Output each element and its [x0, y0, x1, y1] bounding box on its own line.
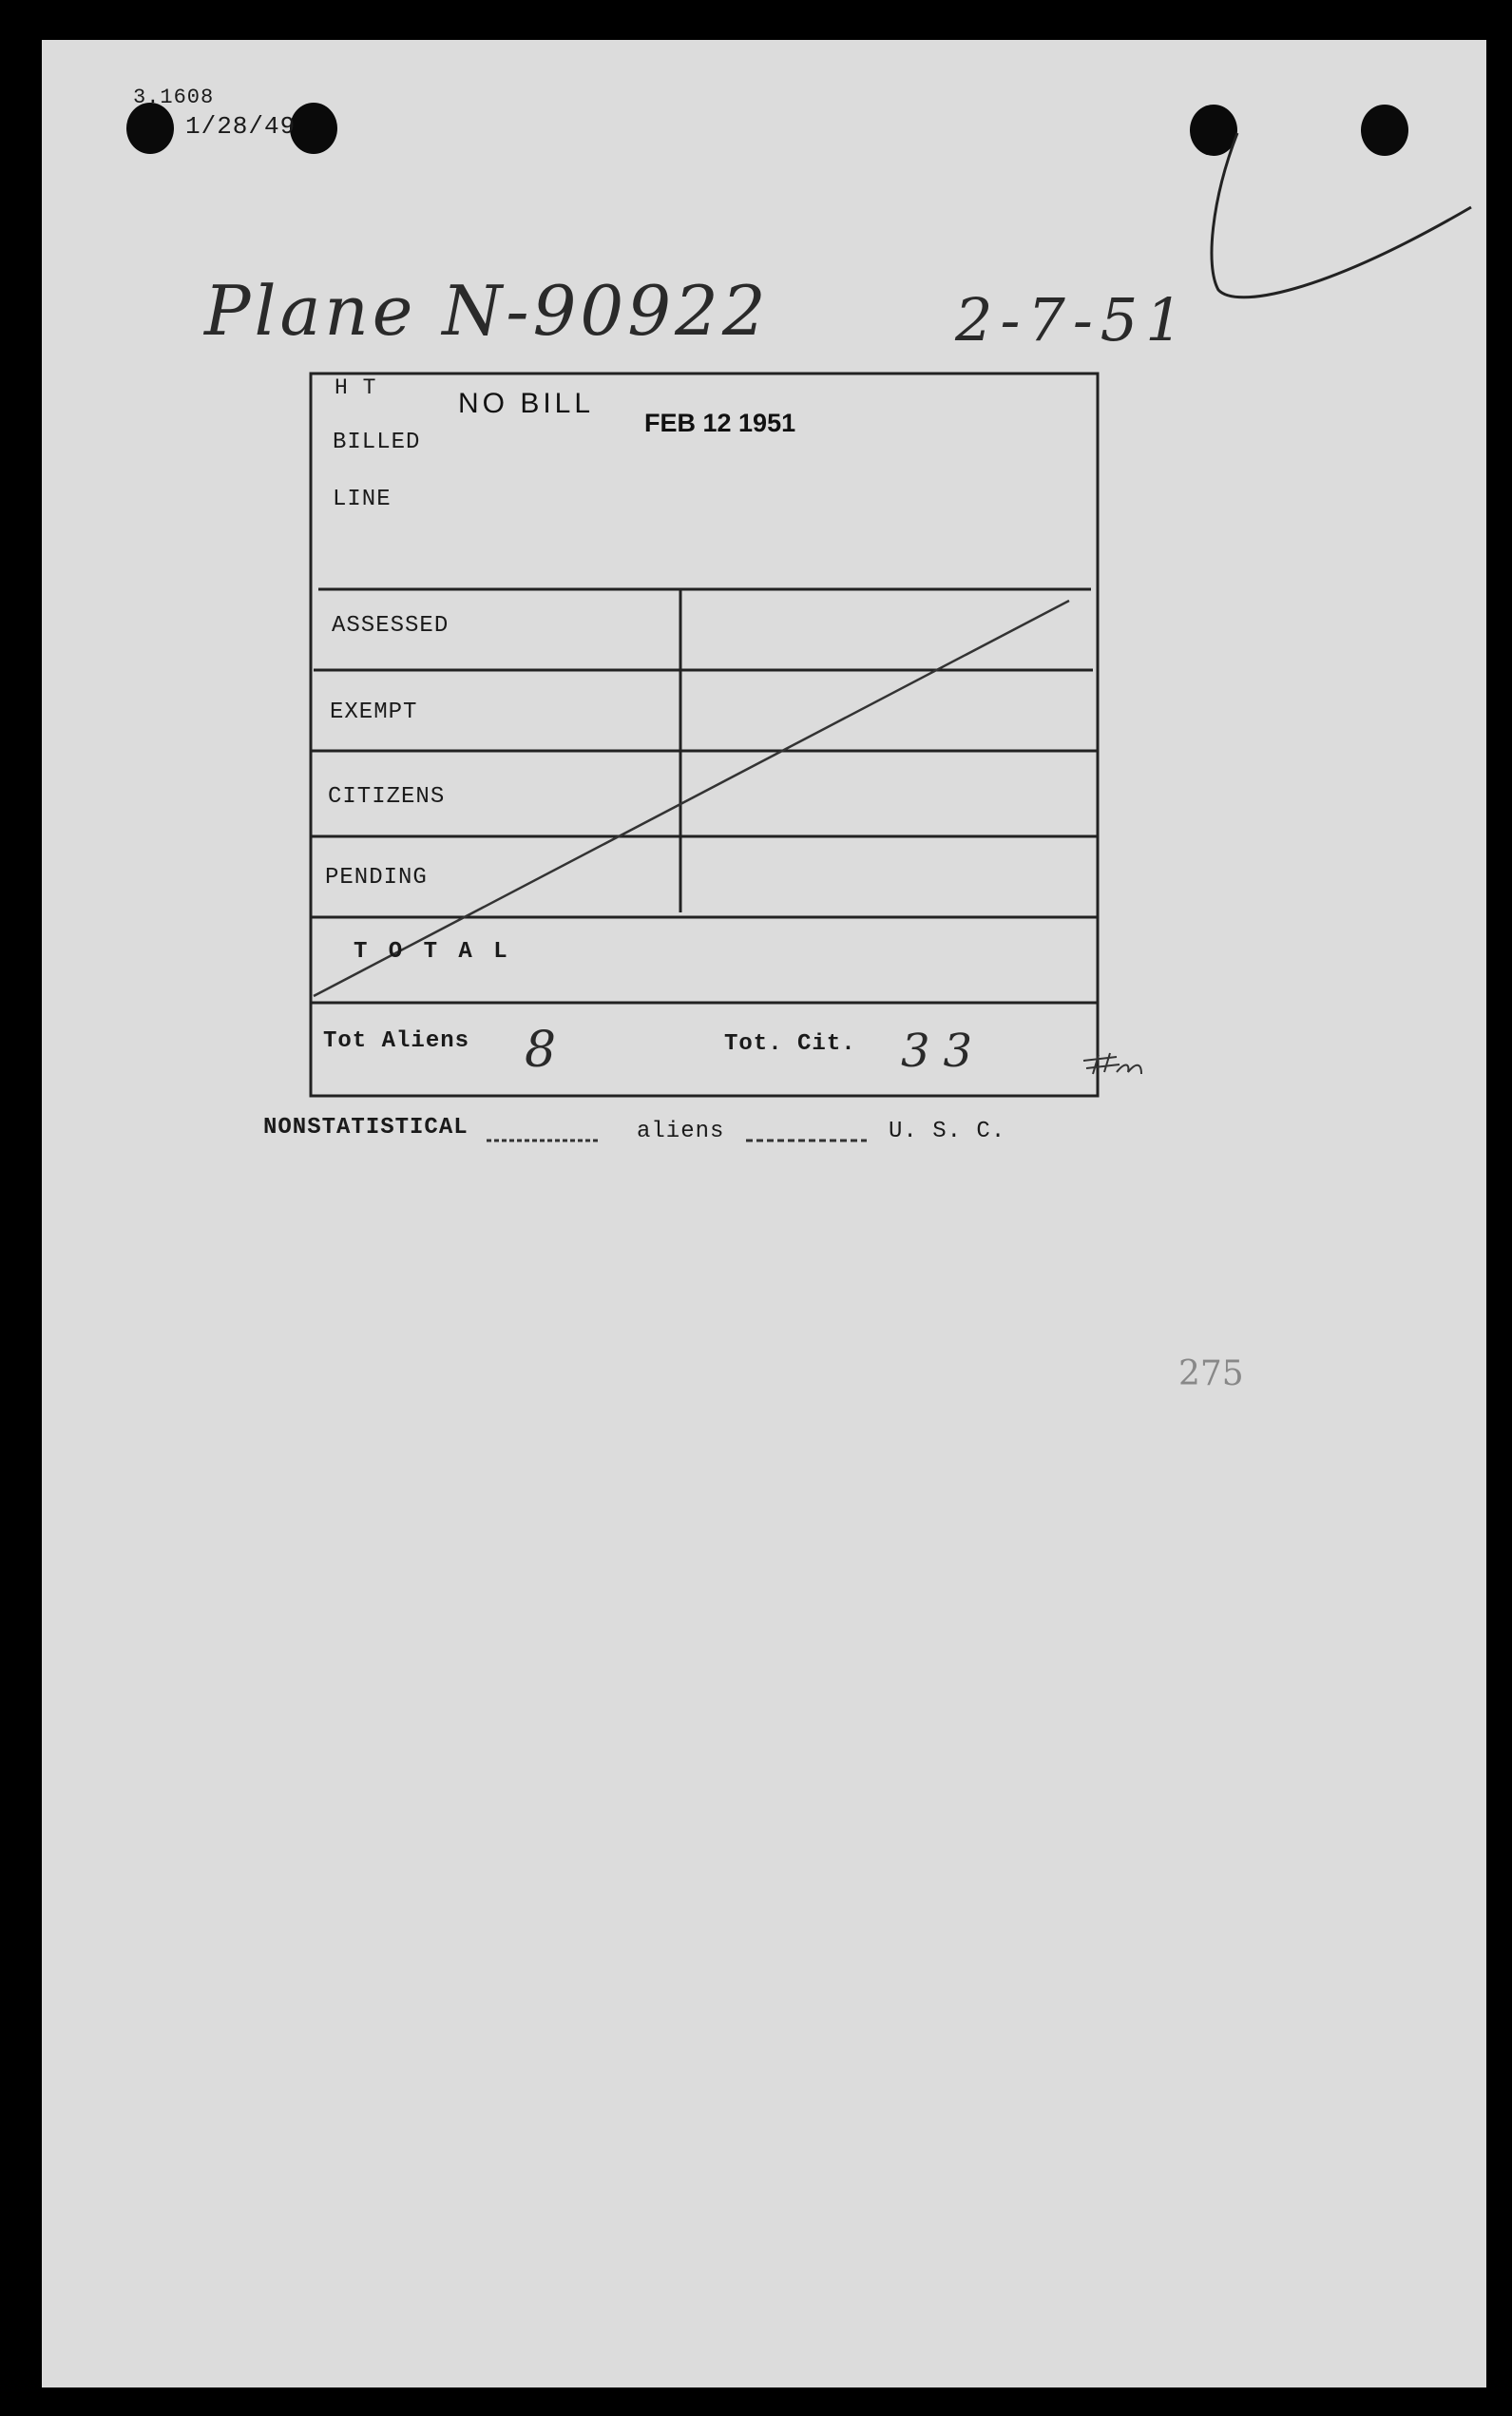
no-bill-stamp: NO BILL: [458, 388, 595, 419]
row-label-assessed: ASSESSED: [332, 613, 450, 639]
aliens-label: aliens: [637, 1119, 725, 1144]
page-number: 275: [1178, 1354, 1244, 1393]
row-label-billed: BILLED: [333, 430, 421, 455]
total-label: T O T A L: [354, 939, 511, 965]
row-label-exempt: EXEMPT: [330, 700, 418, 725]
tot-cit-label: Tot. Cit.: [724, 1031, 856, 1057]
handwritten-date: 2-7-51: [955, 285, 1191, 355]
plane-label: Plane N-90922: [204, 271, 770, 351]
nonstatistical-label: NONSTATISTICAL: [263, 1115, 469, 1141]
row-label-line: LINE: [333, 487, 392, 512]
tot-aliens-value: 8: [525, 1022, 557, 1079]
tot-cit-value: 33: [901, 1025, 986, 1078]
received-date-stamp: FEB 12 1951: [644, 409, 796, 437]
tot-aliens-label: Tot Aliens: [323, 1028, 470, 1054]
row-label-citizens: CITIZENS: [328, 784, 446, 810]
row-label-ht: H T: [335, 375, 377, 400]
usc-label: U. S. C.: [889, 1119, 1006, 1144]
initials: [1081, 1050, 1083, 1051]
file-number: 3.1608: [133, 86, 215, 109]
form-date: 1/28/49: [185, 112, 297, 141]
row-label-pending: PENDING: [325, 865, 428, 891]
